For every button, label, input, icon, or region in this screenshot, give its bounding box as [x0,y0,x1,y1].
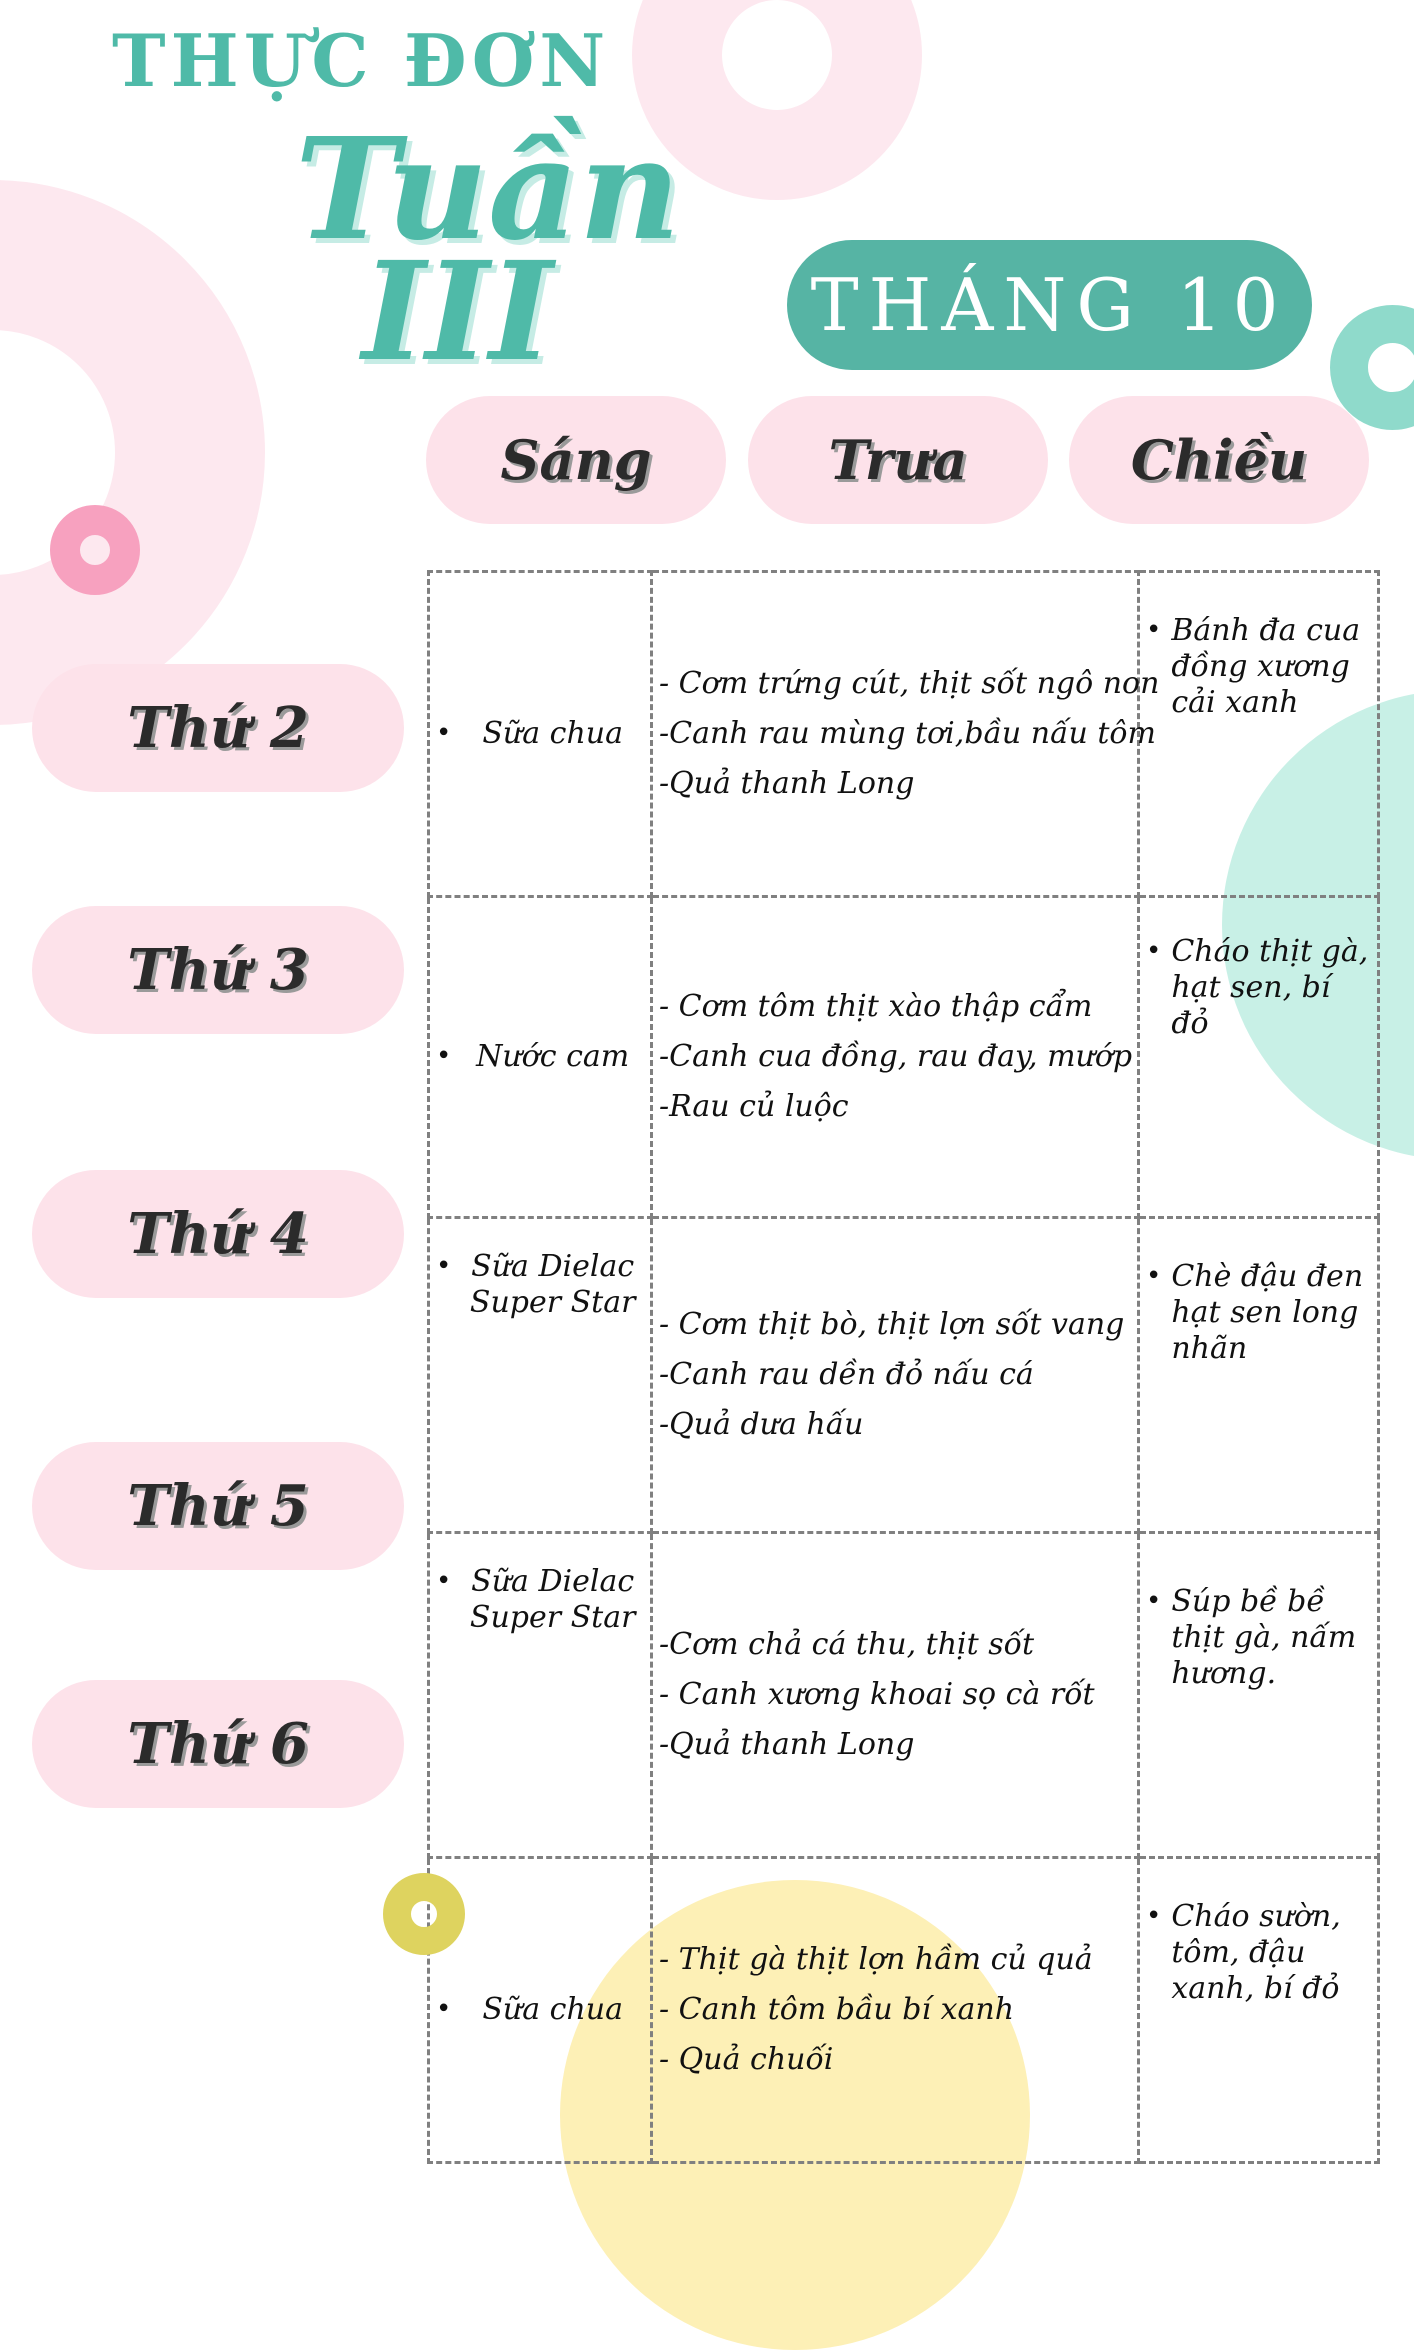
decor-ring-pink-small [50,505,140,595]
lunch-item: - Cơm trứng cút, thịt sốt ngô non [659,666,1160,701]
morning-item: Sữa chua [482,716,623,751]
bullet-icon: • [436,718,452,748]
cell-lunch [652,572,1160,897]
bullet-icon: • [1146,1261,1162,1291]
table-row [429,1858,1379,2163]
table-row [429,1218,1379,1533]
month-badge: THÁNG 10 [787,240,1312,370]
day-label-monday: Thứ 2 [32,664,404,792]
menu-table [427,570,1380,2164]
bullet-icon: • [1146,1586,1162,1616]
lunch-item: - Quả chuối [659,2042,834,2077]
cell-lunch [652,1218,1139,1533]
bullet-icon: • [436,1566,452,1596]
cell-afternoon [1139,572,1379,897]
title-line-1: THỰC ĐƠN [112,18,611,103]
afternoon-item: Bánh đa cua đồng xương cải xanh [1171,613,1361,720]
decor-ring-yellow-small [383,1873,465,1955]
lunch-item: -Quả dưa hấu [659,1407,864,1442]
lunch-item: -Cơm chả cá thu, thịt sốt [659,1627,1035,1662]
day-label-thursday: Thứ 5 [32,1442,404,1570]
lunch-item: - Canh tôm bầu bí xanh [659,1992,1015,2027]
cell-morning [429,1533,652,1858]
table-row [429,897,1379,1218]
decor-ring-pink-large [0,180,265,725]
cell-lunch [652,897,1139,1218]
day-label-wednesday: Thứ 4 [32,1170,404,1298]
bullet-icon: • [436,1251,452,1281]
bullet-icon: • [436,1041,452,1071]
title-line-2: Tuần [295,108,681,272]
lunch-item: -Quả thanh Long [659,1727,915,1762]
lunch-item: -Rau củ luộc [659,1089,849,1124]
cell-afternoon [1139,1218,1379,1533]
morning-item: Sữa chua [482,1992,623,2027]
lunch-item: - Thịt gà thịt lợn hầm củ quả [659,1942,1093,1977]
morning-item: Sữa Dielac Super Star [469,1564,636,1635]
day-label-tuesday: Thứ 3 [32,906,404,1034]
afternoon-item: Cháo sườn, tôm, đậu xanh, bí đỏ [1171,1899,1341,2006]
bullet-icon: • [1146,936,1162,966]
afternoon-item: Chè đậu đen hạt sen long nhãn [1171,1259,1364,1366]
cell-lunch [652,1858,1139,2163]
cell-morning [429,897,652,1218]
table-row [429,1533,1379,1858]
afternoon-item: Súp bề bề thịt gà, nấm hương. [1171,1584,1357,1691]
cell-afternoon [1139,1858,1379,2163]
title-week-number: III [362,232,553,392]
column-header-afternoon: Chiều [1069,396,1369,524]
lunch-item: -Canh rau dền đỏ nấu cá [659,1357,1034,1392]
bullet-icon: • [1146,615,1162,645]
bullet-icon: • [436,1994,452,2024]
lunch-item: - Cơm tôm thịt xào thập cẩm [659,989,1093,1024]
lunch-item: -Quả thanh Long [659,766,915,801]
morning-item: Nước cam [476,1039,630,1074]
lunch-item: -Canh cua đồng, rau đay, mướp [659,1039,1133,1074]
morning-item: Sữa Dielac Super Star [469,1249,636,1320]
cell-morning [429,1218,652,1533]
lunch-item: -Canh rau mùng tơi,bầu nấu tôm [659,716,1156,751]
lunch-item: - Cơm thịt bò, thịt lợn sốt vang [659,1307,1125,1342]
cell-morning [429,572,652,897]
column-header-morning: Sáng [426,396,726,524]
bullet-icon: • [1146,1901,1162,1931]
table-row [429,572,1379,897]
day-label-friday: Thứ 6 [32,1680,404,1808]
cell-afternoon [1139,897,1379,1218]
afternoon-item: Cháo thịt gà, hạt sen, bí đỏ [1171,934,1369,1041]
lunch-item: - Canh xương khoai sọ cà rốt [659,1677,1095,1712]
column-header-lunch: Trưa [748,396,1048,524]
cell-afternoon [1139,1533,1379,1858]
cell-lunch [652,1533,1139,1858]
